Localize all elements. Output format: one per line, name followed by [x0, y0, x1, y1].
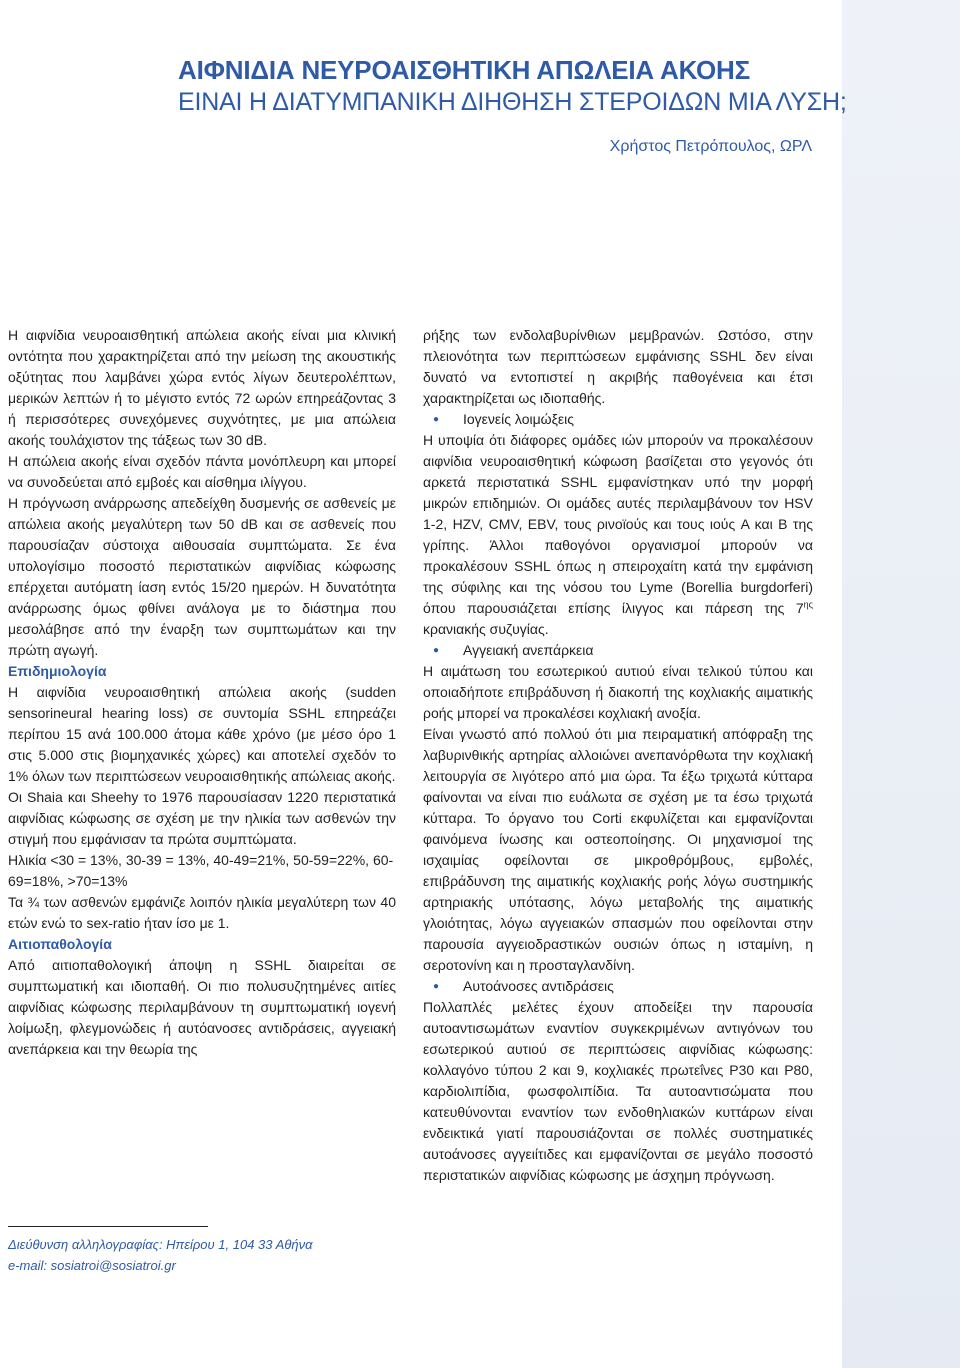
correspondence-email: e-mail: sosiatroi@sosiatroi.gr	[8, 1258, 176, 1273]
section-heading-epidemiology: Επιδημιολογία	[8, 663, 107, 679]
paragraph: Οι Shaia και Sheehy το 1976 παρουσίασαν 1220 περιστατικά αιφνίδιας κώφωσης σε σχέση με την ηλικία των ασθενών την στιγμή που εμφάνισαν τα πρώτα συμπτώματα.	[8, 789, 396, 847]
correspondence-address: Διεύθυνση αλληλογραφίας: Ηπείρου 1, 104 33 Αθήνα	[8, 1237, 313, 1252]
paragraph: Η πρόγνωση ανάρρωσης απεδείχθη δυσμενής σε ασθενείς με απώλεια ακοής μεγαλύτερη των 50 dB και σε ασθενείς που παρουσίαζαν σύστοιχα αιθουσαία συμπτώματα. Σε ένα υπολογίσιμο ποσοστό περιστατικών αιφνίδιας κώφωσης επέρχεται αυτόματη ίαση εντός 15/20 ημερών. Η δυνατότητα ανάρρωσης όμως φθίνει ανάλογα με το διάστημα που μεσολάβησε από την έναρξη των συμπτωμάτων και την πρώτη αγωγή.	[8, 495, 396, 658]
author-name: Χρήστος Πετρόπουλος, ΩΡΛ	[609, 138, 812, 155]
bullet-dot-icon: ●	[433, 414, 440, 425]
paragraph: Η αιφνίδια νευροαισθητική απώλεια ακοής (sudden sensorineural hearing loss) σε συντομία SSHL επηρεάζει περίπου 15 ανά 100.000 άτομα κάθε χρόνο (με μέσο όρο 1 στις 5.000 στις βιομηχανικές χώρες) και αποτελεί σχεδόν το 1% όλων των περιπτώσεων νευροαισθητικής απώλειας ακοής.	[8, 684, 396, 784]
section-heading-etiopathology: Αιτιοπαθολογία	[8, 936, 112, 952]
decorative-side-strip	[842, 0, 960, 1368]
bullet-item-autoimmune-reactions	[423, 976, 813, 997]
bullet-label: Αυτοάνοσες αντιδράσεις	[463, 978, 614, 994]
paragraph: Από αιτιοπαθολογική άποψη η SSHL διαιρείται σε συμπτωματική και ιδιοπαθή. Οι πιο πολυσυζητημένες αιτίες αιφνίδιας κώφωσης περιλαμβάνουν τη συμπτωματική ιογενή λοίμωξη, φλεγμονώδεις ή αυτόανοσες αντιδράσεις, αγγειακή ανεπάρκεια και την θεωρία της	[8, 957, 396, 1057]
right-column	[423, 325, 813, 1186]
bullet-label: Ιογενείς λοιμώξεις	[463, 411, 574, 427]
correspondence-footer	[8, 1234, 313, 1276]
bullet-item-vascular-insufficiency	[423, 640, 813, 661]
paragraph: Η αιφνίδια νευροαισθητική απώλεια ακοής είναι μια κλινική οντότητα που χαρακτηρίζεται από την μείωση της ακουστικής οξύτητας που λαμβάνει χώρα εντός λίγων δευτερολέπτων, μερικών λεπτών ή το μέγιστο εντός 72 ωρών επηρεάζοντας 3 ή περισσότερες συνεχόμενες συχνότητες, με μια απώλεια ακοής τουλάχιστον της τάξεως των 30 dB.	[8, 327, 396, 448]
bullet-label: Αγγειακή ανεπάρκεια	[463, 642, 594, 658]
paragraph	[423, 430, 813, 640]
paragraph: Η απώλεια ακοής είναι σχεδόν πάντα μονόπλευρη και μπορεί να συνοδεύεται από εμβοές και αίσθημα ιλίγγου.	[8, 453, 396, 490]
paragraph: Η αιμάτωση του εσωτερικού αυτιού είναι τελικού τύπου και οποιαδήποτε επιβράδυνση ή διακοπή της κοχλιακής αιματικής ροής μπορεί να προκαλέσει κοχλιακή ανοξία.	[423, 663, 813, 721]
bullet-dot-icon: ●	[433, 981, 440, 992]
paragraph: ρήξης των ενδολαβυρίνθιων μεμβρανών. Ωστόσο, στην πλειονότητα των περιπτώσεων εμφάνισης SSHL δεν είναι δυνατό να εντοπιστεί η ακριβής παθογένεια και έτσι χαρακτηρίζεται ως ιδιοπαθής.	[423, 327, 813, 406]
article-title	[178, 54, 858, 118]
left-column	[8, 325, 396, 1060]
superscript: ης	[803, 599, 813, 610]
bullet-item-viral-infections	[423, 409, 813, 430]
paragraph-text: κρανιακής συζυγίας.	[423, 621, 549, 637]
bullet-dot-icon: ●	[433, 645, 440, 656]
paragraph: Πολλαπλές μελέτες έχουν αποδείξει την παρουσία αυτοαντισωμάτων εναντίον συγκεκριμένων αντιγόνων του εσωτερικού αυτιού σε περιπτώσεις αιφνίδιας κώφωσης: κολλαγόνο τύπου 2 και 9, κοχλιακές πρωτεΐνες P30 και P80, καρδιολιπίδια, φωσφολιπίδια. Τα αυτοαντισώματα που κατευθύνονται εναντίον των ενδοθηλιακών κυττάρων είναι ενδεικτικά γιατί παρουσιάζονται σε πολλές συστηματικές αυτοάνοσες αγγειίτιδες και εμφανίζονται σε μεγάλο ποσοστό περιστατικών αιφνίδιας κώφωσης με άσχημη πρόγνωση.	[423, 999, 813, 1183]
paragraph: Ηλικία <30 = 13%, 30-39 = 13%, 40-49=21%, 50-59=22%, 60-69=18%, >70=13%	[8, 852, 394, 889]
paragraph-text: Η υποψία ότι διάφορες ομάδες ιών μπορούν να προκαλέσουν αιφνίδια νευροαισθητική κώφωση βασίζεται στο γεγονός ότι αρκετά περιστατικά SSHL εμφανίστηκαν υπό την μορφή μικρών επιδημιών. Οι ομάδες αυτές περιλαμβάνουν τον HSV 1-2, HZV, CMV, EBV, τους ρινοϊούς και τους ιούς A και B της γρίπης. Άλλοι παθογόνοι οργανισμοί μπορούν να προκαλέσουν SSHL όπως η σπειροχαίτη κατά την εμφάνιση της σύφιλης και της νόσου του Lyme (Borellia burgdorferi) όπου παρουσιάζεται επίσης ίλιγγος και πάρεση της 7	[423, 432, 813, 616]
title-line-1: ΑΙΦΝΙΔΙΑ ΝΕΥΡΟΑΙΣΘΗΤΙΚΗ ΑΠΩΛΕΙΑ ΑΚΟΗΣ	[178, 55, 751, 85]
title-line-2: ΕΙΝΑΙ Η ΔΙΑΤΥΜΠΑΝΙΚΗ ΔΙΗΘΗΣΗ ΣΤΕΡΟΙΔΩΝ ΜΙΑ ΛΥΣΗ;	[178, 88, 847, 116]
footnote-divider	[8, 1226, 208, 1227]
paragraph: Τα ¾ των ασθενών εμφάνιζε λοιπόν ηλικία μεγαλύτερη των 40 ετών ενώ το sex-ratio ήταν ίσο με 1.	[8, 894, 396, 931]
paragraph: Είναι γνωστό από πολλού ότι μια πειραματική απόφραξη της λαβυρινθικής αρτηρίας αλλοιώνει ανεπανόρθωτα την κοχλιακή λειτουργία σε λιγότερο από μια ώρα. Τα έξω τριχωτά κύτταρα φαίνονται να είναι πιο ευάλωτα σε σχέση με τα έσω τριχωτά κύτταρα. Το όργανο του Corti εκφυλίζεται και εμφανίζονται φαινόμενα ίνωσης και οστεοποίησης. Οι μηχανισμοί της ισχαιμίας οφείλονται σε μικροθρόμβους, εμβολές, επιβράδυνση της αιματικής κοχλιακής ροής λόγω συστημικής αρτηριακής υπότασης, λόγω μεταβολής της αιματικής γλοιότητας, λόγω αγγειακών σπασμών που οφείλονται στην παρουσία αγγειοδραστικών ουσιών όπως η ισταμίνη, η σεροτονίνη και η προσταγλανδίνη.	[423, 726, 813, 973]
